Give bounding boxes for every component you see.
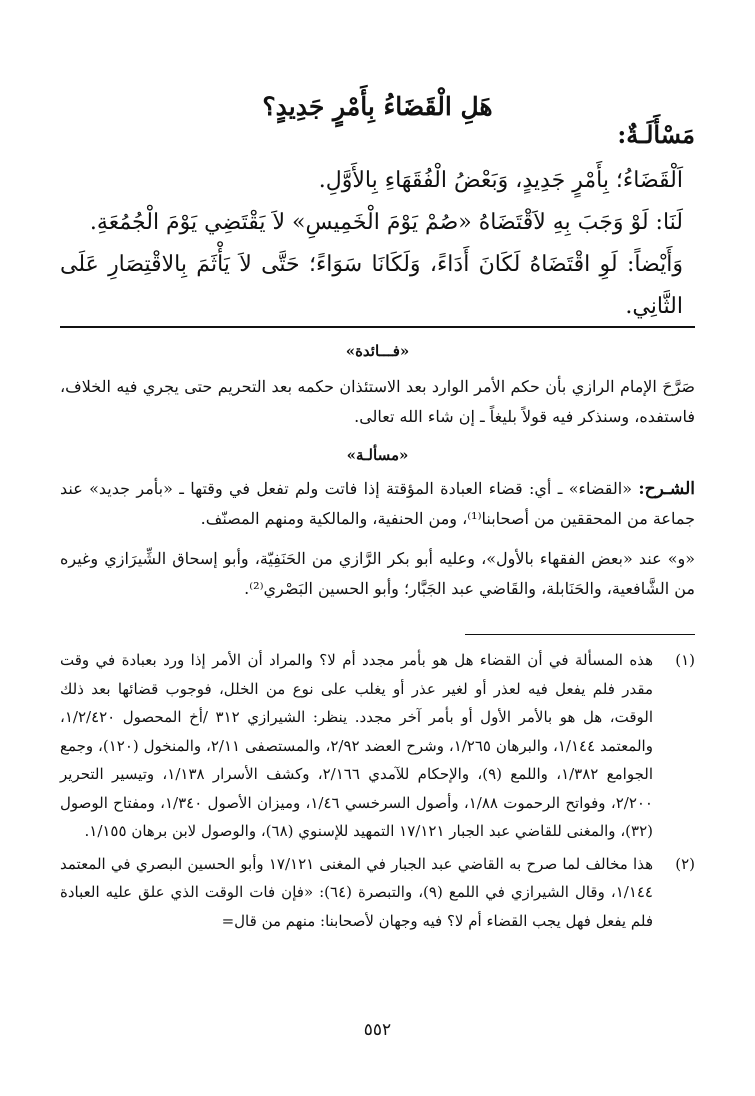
sharh-paragraph-2: «و» عند «بعض الفقهاء بالأول»، وعليه أبو بكر الرَّازي من الحَنَفِيّة، وأبو إسحاق الشِّيرَازي وغيره من الشَّافعية، والحَنَابلة، والقَاضي عبد الجَبَّار؛ وأبو الحسين البَصْري⁽²⁾. [60,549,695,598]
footnotes [60,646,695,939]
sharh-section [60,474,695,614]
masala-heading: مَسْأَلَـةٌ: [617,120,695,149]
sharh-label: الشـرح: [638,479,695,499]
matn-text [60,160,683,328]
footnote [60,646,695,846]
faida-heading: «فـــائدة» [345,342,410,360]
footnote-text: هذا مخالف لما صرح به القاضي عبد الجبار في المغنى ١٧/١٢١ وأبو الحسين البصري في المعتمد ١/١٤٤، وقال الشيرازي في اللمع (٩)، والتبصرة (٦٤): «فإن فات الوقت الذي علق عليه العبادة فلم يفعل فهل يجب القضاء أم لا؟ فيه وجهان لأصحابنا: منهم من قال= [60,854,653,930]
divider [60,326,695,328]
matn-line: لَنَا: لَوْ وَجَبَ بِهِ لاَقْتَضَاهُ «صُمْ يَوْمَ الْخَمِيسِ» لاَ يَقْتَضِي يَوْمَ الْجُمُعَةِ. [89,210,683,235]
faida-paragraph [60,372,695,442]
sharh-text-1: «القضاء» ـ أي: قضاء العبادة المؤقتة إذا فاتت ولم تفعل في وقتها ـ «بأمر جديد» عند جماعة من المحققين من أصحابنا⁽¹⁾، ومن الحنفية، والمالكية ومنهم المصنّف. [60,479,695,528]
footnote-number: (١) [675,651,695,669]
matn-line: اَلْقَضَاءُ؛ بِأَمْرٍ جَدِيدٍ، وَبَعْضُ الْفُقَهَاءِ بِالأَوَّلِ. [318,168,683,193]
sharh-paragraph-1 [60,474,695,534]
faida-text: صَرَّحَ الإمام الرازي بأن حكم الأمر الوارد بعد الاستئذان حكمه بعد التحريم حتى يجري فيه الخلاف، فاستفده، وسنذكر فيه قولاً بليغاً ـ إن شاء الله تعالى. [60,377,695,426]
footnote-number: (٢) [675,854,695,873]
footnote [60,850,695,936]
page-title: هَلِ الْقَضَاءُ بِأَمْرٍ جَدِيدٍ؟ [262,92,493,121]
footnote-divider [465,634,695,635]
matn-line: وَأَيْضاً: لَوِ اقْتَضَاهُ لَكَانَ أَدَاءً، وَلَكَانَا سَوَاءً؛ حَتَّى لاَ يَأْثَمَ بِالاقْتِصَارِ عَلَى الثَّانِي. [60,252,683,319]
page-number: ٥٥٢ [363,1020,392,1040]
masala2-heading: «مسألـة» [346,446,409,464]
footnote-text: هذه المسألة في أن القضاء هل هو بأمر مجدد أم لا؟ والمراد أن الأمر إذا ورد بعبادة في وقت مقدر فلم يفعل فيه لعذر أو لغير عذر أو يغلب على نوع من الخلل، فوجوب قضائها بعد ذلك الوقت، هل هو بالأمر الأول أو بأمر آخر مجدد. ينظر: الشيرازي ٣١٢ /أخ المحصول ١/٢/٤٢٠، والمعتمد ١/١٤٤، والبرهان ١/٢٦٥، وشرح العضد ٢/٩٢، والمستصفى ٢/١١، والمنخول (١٢٠)، وجمع الجوامع ١/٣٨٢، واللمع (٩)، والإحكام للآمدي ٢/١٦٦، وكشف الأسرار ١/١٣٨، وتيسير التحرير ٢/٢٠٠، وفواتح الرحموت ١/٨٨، وأصول السرخسي ١/٤٦، وميزان الأصول ١/٣٤٠، ومفتاح الوصول (٣٢)، والمغنى للقاضي عبد الجبار ١٧/١٢١ التمهيد للإسنوي (٦٨)، والوصول لابن برهان ١/١٥٥. [60,651,654,840]
